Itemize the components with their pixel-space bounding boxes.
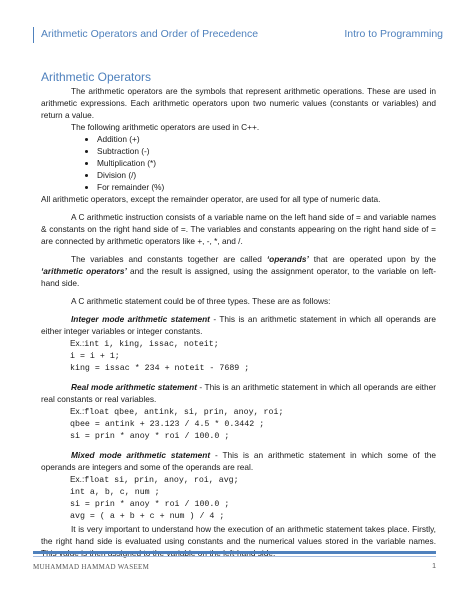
- text-run: The variables and constants together are called: [71, 254, 267, 264]
- example-label: Ex.:: [70, 338, 85, 348]
- list-item: • Subtraction (-): [97, 145, 436, 157]
- term-arithmetic-operators: ‘arithmetic operators’: [41, 266, 127, 276]
- list-item: • Division (/): [97, 169, 436, 181]
- header-title: Arithmetic Operators and Order of Precedence: [41, 28, 259, 40]
- integer-mode-description: [41, 313, 436, 337]
- footer-author: MUHAMMAD HAMMAD WASEEM: [33, 563, 150, 571]
- text-run: - This is an arithmetic statement in which all operands are either integer variables or integer constants.: [41, 314, 436, 336]
- header-course: Intro to Programming: [344, 28, 443, 40]
- text-run: - This is an arithmetic statement in which all operands are either real constants or real variables.: [41, 382, 436, 404]
- paragraph-remainder-note: All arithmetic operators, except the remainder operator, are used for all type of numeric data.: [41, 194, 381, 204]
- list-item: • For remainder (%): [97, 181, 436, 193]
- operator-list: [41, 133, 436, 193]
- text-run: - This is an arithmetic statement in which some of the operands are integers and some of the operands are real.: [41, 450, 437, 472]
- integer-mode-title: Integer mode arithmetic statement: [71, 314, 210, 324]
- mixed-mode-title: Mixed mode arithmetic statement: [71, 450, 211, 460]
- real-mode-description: [41, 381, 436, 405]
- example-label: Ex.:: [70, 474, 85, 484]
- code-line: qbee = antink + 23.123 / 4.5 * 0.3442 ;: [70, 420, 265, 429]
- mixed-mode-description: [41, 449, 436, 473]
- example-label: Ex.:: [70, 406, 85, 416]
- text-run: that are operated upon by the: [308, 254, 437, 264]
- real-mode-title: Real mode arithmetic statement: [71, 382, 197, 392]
- term-operands: ‘operands’: [266, 254, 309, 264]
- code-line: int a, b, c, num ;: [70, 488, 160, 497]
- list-item: • Multiplication (*): [97, 157, 436, 169]
- code-line: avg = ( a + b + c + num ) / 4 ;: [70, 512, 225, 521]
- code-line: [41, 405, 436, 419]
- section-heading: Arithmetic Operators: [41, 70, 152, 84]
- footer-rule: [33, 551, 436, 554]
- code-text: float si, prin, anoy, roi, avg;: [84, 476, 239, 485]
- code-line: si = prin * anoy * roi / 100.0 ;: [70, 432, 230, 441]
- code-line: king = issac * 234 + noteit - 7689 ;: [70, 364, 250, 373]
- paragraph-operators-lead: The following arithmetic operators are used in C++.: [71, 122, 260, 132]
- paragraph-execution: It is very important to understand how the execution of an arithmetic statement takes place. Firstly, the right hand side is evaluated using constants and the numerical values stored in the variable names.: [41, 524, 436, 546]
- page-header: [33, 27, 443, 43]
- code-line: [41, 473, 436, 487]
- paragraph-intro: The arithmetic operators are the symbols that represent arithmetic operations. These are used in arithmetic expressions. Each arithmetic operators upon two numeric values (constants or variables) and return a value.: [41, 86, 436, 120]
- page-number: 1: [432, 563, 436, 570]
- code-line: i = i + 1;: [70, 352, 120, 361]
- header-accent-bar: [33, 27, 34, 43]
- footer-rule-thin: [33, 556, 436, 557]
- code-line: si = prin * anoy * roi / 100.0 ;: [70, 500, 230, 509]
- code-text: float qbee, antink, si, prin, anoy, roi;: [84, 408, 284, 417]
- list-item: • Addition (+): [97, 133, 436, 145]
- text-run: and the result is assigned, using the assignment operator, to the variable on left-hand side.: [41, 266, 436, 288]
- document-body: [41, 69, 436, 559]
- paragraph-operands: [41, 253, 436, 289]
- paragraph-instruction: A C arithmetic instruction consists of a variable name on the left hand side of = and variable names & constants on the right hand side of =. The variables and constants appearing on the right hand side of = are connected by arithmetic operators like +, -, *, and /.: [41, 212, 436, 246]
- paragraph-types: A C arithmetic statement could be of three types. These are as follows:: [71, 296, 331, 306]
- code-line: [41, 337, 436, 351]
- code-text: int i, king, issac, noteit;: [84, 340, 219, 349]
